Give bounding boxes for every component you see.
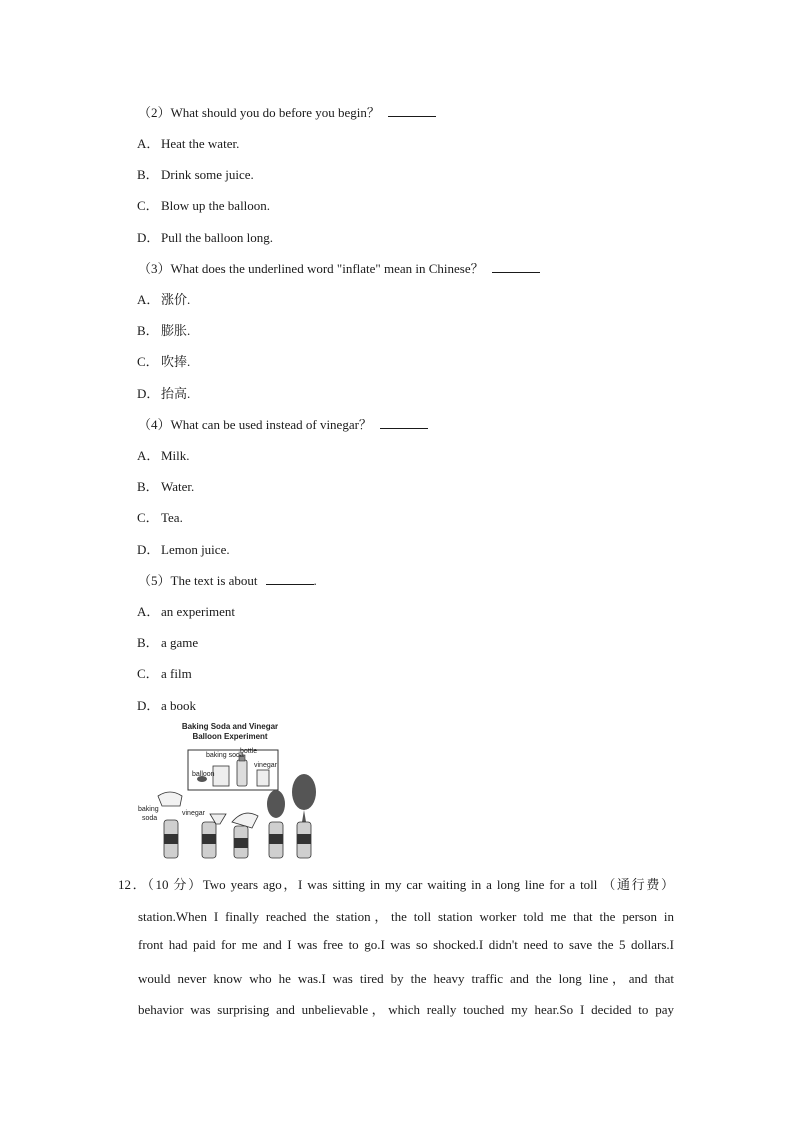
label-baking-soda: baking soda bbox=[206, 752, 244, 759]
question-2-option-d[interactable]: D． Pull the balloon long. bbox=[137, 230, 273, 245]
question-5-option-b[interactable]: B． a game bbox=[137, 635, 199, 650]
answer-blank[interactable] bbox=[492, 260, 540, 273]
passage-line-1: 12．（10 分）Two years ago，I was sitting in my car waiting in a long line for a toll （通行费） bbox=[118, 877, 674, 892]
answer-blank[interactable] bbox=[266, 572, 314, 585]
bottle-icon bbox=[237, 760, 247, 786]
question-5-option-a[interactable]: A． an experiment bbox=[137, 604, 235, 619]
question-4-prompt: （4）What can be used instead of vinegar？ bbox=[138, 416, 428, 433]
question-2-option-b[interactable]: B． Drink some juice. bbox=[137, 167, 254, 182]
question-4-option-b[interactable]: B． Water. bbox=[137, 479, 195, 494]
label-vinegar-step: vinegar bbox=[182, 810, 205, 817]
question-4-option-a[interactable]: A． Milk. bbox=[137, 448, 190, 463]
beaker-icon bbox=[213, 766, 229, 786]
question-5-prompt: （5）The text is about . bbox=[138, 573, 317, 588]
figure-title: Baking Soda and Vinegar Balloon Experiment bbox=[181, 722, 279, 741]
answer-blank[interactable] bbox=[388, 104, 436, 117]
question-3-option-a[interactable]: A． 涨价. bbox=[137, 292, 191, 307]
label-balloon: balloon bbox=[192, 771, 215, 778]
label-vinegar: vinegar bbox=[254, 762, 277, 769]
question-2-prompt: （2）What should you do before you begin？ bbox=[138, 104, 436, 121]
question-5-option-d[interactable]: D． a book bbox=[137, 698, 197, 713]
answer-blank[interactable] bbox=[380, 416, 428, 429]
label-baking: baking bbox=[138, 806, 159, 813]
experiment-illustration bbox=[136, 722, 326, 862]
label-bottle: bottle bbox=[240, 748, 258, 755]
experiment-drawing bbox=[136, 722, 326, 862]
question-2-option-a[interactable]: A． Heat the water. bbox=[137, 136, 240, 151]
question-4-option-d[interactable]: D． Lemon juice. bbox=[137, 542, 230, 557]
question-3-option-c[interactable]: C． 吹捧. bbox=[137, 354, 191, 369]
hand-icon bbox=[158, 792, 182, 806]
question-5-option-c[interactable]: C． a film bbox=[137, 666, 192, 681]
passage-line-4: would never know who he was.I was tired by the heavy traffic and the long line，and that bbox=[138, 971, 674, 986]
passage-line-3: front had paid for me and I was free to go.I was so shocked.I didn't need to save the 5 dollars.I bbox=[138, 937, 674, 952]
question-3-prompt: （3）What does the underlined word "inflate" mean in Chinese？ bbox=[138, 260, 540, 277]
question-4-option-c[interactable]: C． Tea. bbox=[137, 510, 183, 525]
label-soda: soda bbox=[142, 815, 158, 822]
vinegar-cup-icon bbox=[257, 770, 269, 786]
balloon-step-4 bbox=[267, 790, 285, 818]
question-2-option-c[interactable]: C． Blow up the balloon. bbox=[137, 198, 271, 213]
balloon-step-5 bbox=[292, 774, 316, 810]
passage-line-5: behavior was surprising and unbelievable，which really touched my hear.So I decided to pay bbox=[138, 1002, 674, 1017]
question-3-option-b[interactable]: B． 膨胀. bbox=[137, 323, 191, 338]
passage-line-2: station.When I finally reached the station，the toll station worker told me that the person in bbox=[138, 909, 674, 924]
question-3-option-d[interactable]: D． 抬高. bbox=[137, 386, 191, 401]
